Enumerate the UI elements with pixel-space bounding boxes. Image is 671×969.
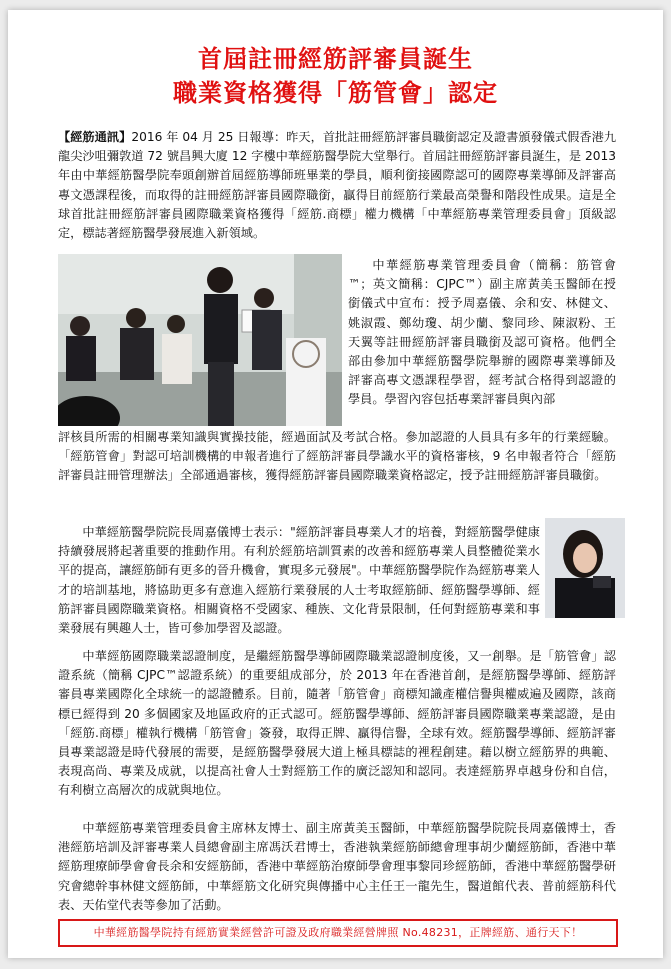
footer-license-banner: 中華經筋醫學院持有經筋實業經營許可證及政府職業經營牌照 No.48231，正牌經筋、通行天下！ <box>58 919 618 947</box>
headline-line-1: 首屆註冊經筋評審員誕生 <box>198 45 473 73</box>
paragraph-3: 中華經筋醫學院院長周嘉儀博士表示："經筋評審員專業人才的培養，對經筋醫學健康持續發展將起著重要的推動作用。有利於經筋培訓質素的改善和經筋專業人員整體從業水平的提高，讓經筋師有更多的晉升機會，實現多元發展"。中華經筋醫學院作為經筋專業人才的培訓基地，將協助更多有意進入經筋行業發展的人士考取經筋師、經筋醫學導師、經筋評審員國際職業資格。相關資格不受國家、種族、文化背景限制，任何對經筋專業和事業發展有興趣人士，皆可參加學習及認證。 <box>58 525 540 636</box>
speaker-photo-illustration <box>545 518 625 618</box>
paragraph-5: 中華經筋專業管理委員會主席林友博士、副主席黃美玉醫師，中華經筋醫學院院長周嘉儀博士，香港經筋培訓及評審專業人員總會副主席馮沃君博士，香港執業經筋師總會理事胡少蘭經筋師，香港中華經筋理療師學會會長余和安經筋師，香港中華經筋治療師學會理事黎同珍經筋師，香港中華經筋醫學研究會總幹事林健文經筋師，中華經筋文化研究與傳播中心主任王一龍先生，醫道館代表、普前經筋科代表、天佑堂代表等參加了活動。 <box>58 821 616 912</box>
paragraph-2-continued: 評核員所需的相關專業知識與實操技能，經過面試及考試合格。參加認證的人員具有多年的行業經驗。「經筋管會」對認可培訓機構的申報者進行了經筋評審員學識水平的資格審核，9 名申報者符合「經筋評審員註冊管理辦法」全部通過審核，獲得經筋評審員國際職業資格認定，授予註冊經筋評審員職銜。 <box>58 430 616 483</box>
ceremony-photo <box>58 254 342 426</box>
lead-tag: 【經筋通訊】 <box>58 130 132 144</box>
paragraph-4: 中華經筋國際職業認證制度，是繼經筋醫學導師國際職業認證制度後，又一創舉。是「筋管會」認證系統（簡稱 CJPC™認證系統）的重要組成部分，於 2013 年在香港首創，是經筋醫學導師、經筋評審員專業國際化全球統一的認證體系。目前，隨著「筋管會」商標知識產權信譽與權威遍及國際，該商標已經得到 20 多個國家及地區政府的正式認可。經筋醫學導師、經筋評審員國際職業專業認證，是由「經筋.商標」權執行機構「筋管會」簽發，取得正牌、贏得信譽，全球有效。經筋醫學導師、經筋評審員專業認證是時代發展的需要，是經筋醫學發展大道上極具標誌的裡程創建。藉以樹立經筋界的典範、表現高尚、專業及成就，以提高社會人士對經筋工作的廣泛認知和認同。表達經筋界卓越身份和自信，有利樹立高層次的成就與地位。 <box>58 649 616 798</box>
headline-line-2: 職業資格獲得「筋管會」認定 <box>173 79 498 107</box>
paragraph-2-beside-photo: 中華經筋專業管理委員會（簡稱：筋管會™；英文簡稱：CJPC™）副主席黃美玉醫師在授銜儀式中宣布：授予周嘉儀、余和安、林健文、姚淑霞、鄭幼瓊、胡少蘭、黎同珍、陳淑粉、王天翼等註冊經筋評審員職銜及認可資格。他們全部由參加中華經筋醫學院舉辦的國際專業導師及評審高專文憑課程學習，經考試合格得到認證的學員。學習內容包括專業評審員與內部 <box>348 258 616 407</box>
speaker-photo <box>545 518 625 618</box>
document-page <box>8 10 663 958</box>
paragraph-1-text: 2016 年 04 月 25 日報導：昨天，首批註冊經筋評審員職銜認定及證書頒發儀式假香港九龍尖沙咀彌敦道 72 號昌興大廈 12 字樓中華經筋醫學院大堂舉行。首屆註冊經筋評審員誕生，是 2013 年由中華經筋醫學院奉頭創辦首屆經筋導師班畢業的學員，順利銜接國際認可的國際專業導師及評審高專文憑課程後，而取得的註冊經筋評審員國際職銜，贏得目前經筋行業最高榮譽和階段性成果。這是全球首批註冊經筋評審員國際職業資格獲得「經筋.商標」權力機構「中華經筋專業管理委員會」頂級認定，標誌著經筋醫學發展進入新領域。 <box>58 130 617 241</box>
ceremony-photo-illustration <box>58 254 342 426</box>
paragraph-1 <box>58 128 616 243</box>
